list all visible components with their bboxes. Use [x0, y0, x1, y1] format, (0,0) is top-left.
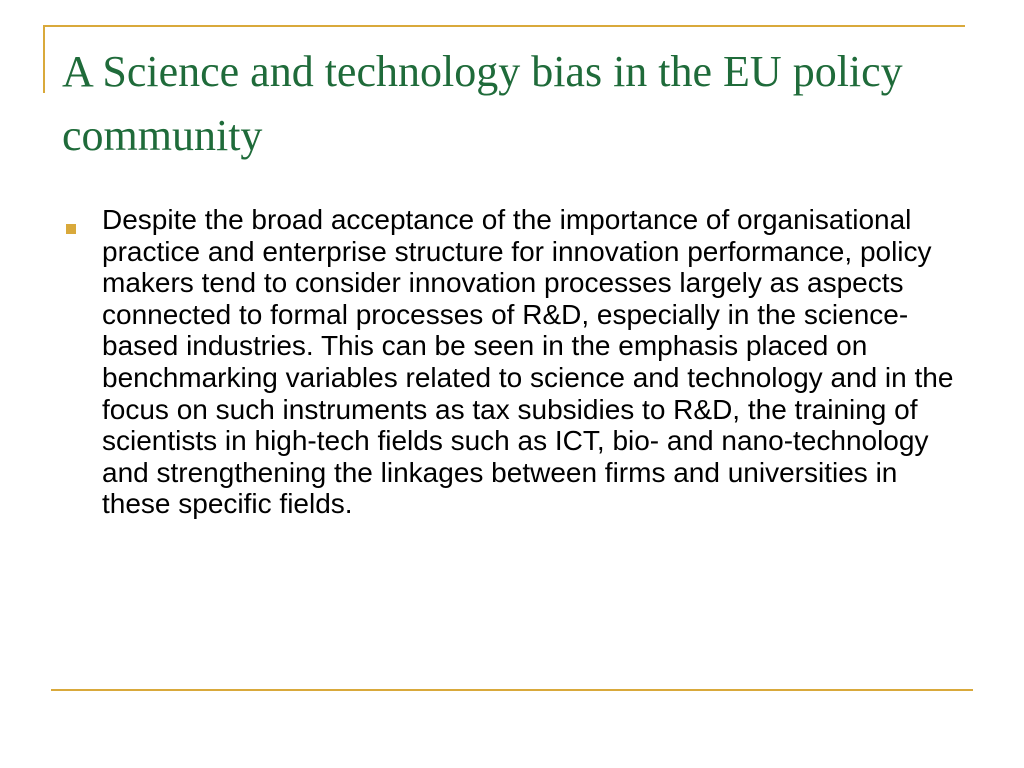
bullet-text: Despite the broad acceptance of the importance of organisational practice and enterprise structure for innovation performance, policy makers tend to consider innovation processes largely as aspects connected to formal processes of R&D, especially in the science-based industries. This can be seen in the emphasis placed on benchmarking variables related to science and technology and in the focus on such instruments as tax subsidies to R&D, the training of scientists in high-tech fields such as ICT, bio- and nano-technology and strengthening the linkages between firms and universities in these specific fields. — [102, 204, 954, 520]
slide-title: A Science and technology bias in the EU policy community — [62, 47, 903, 160]
title-top-rule — [43, 25, 965, 27]
title-left-rule — [43, 25, 45, 93]
bullet-item — [66, 204, 966, 520]
footer-rule — [51, 689, 973, 691]
square-bullet-icon — [66, 224, 76, 234]
